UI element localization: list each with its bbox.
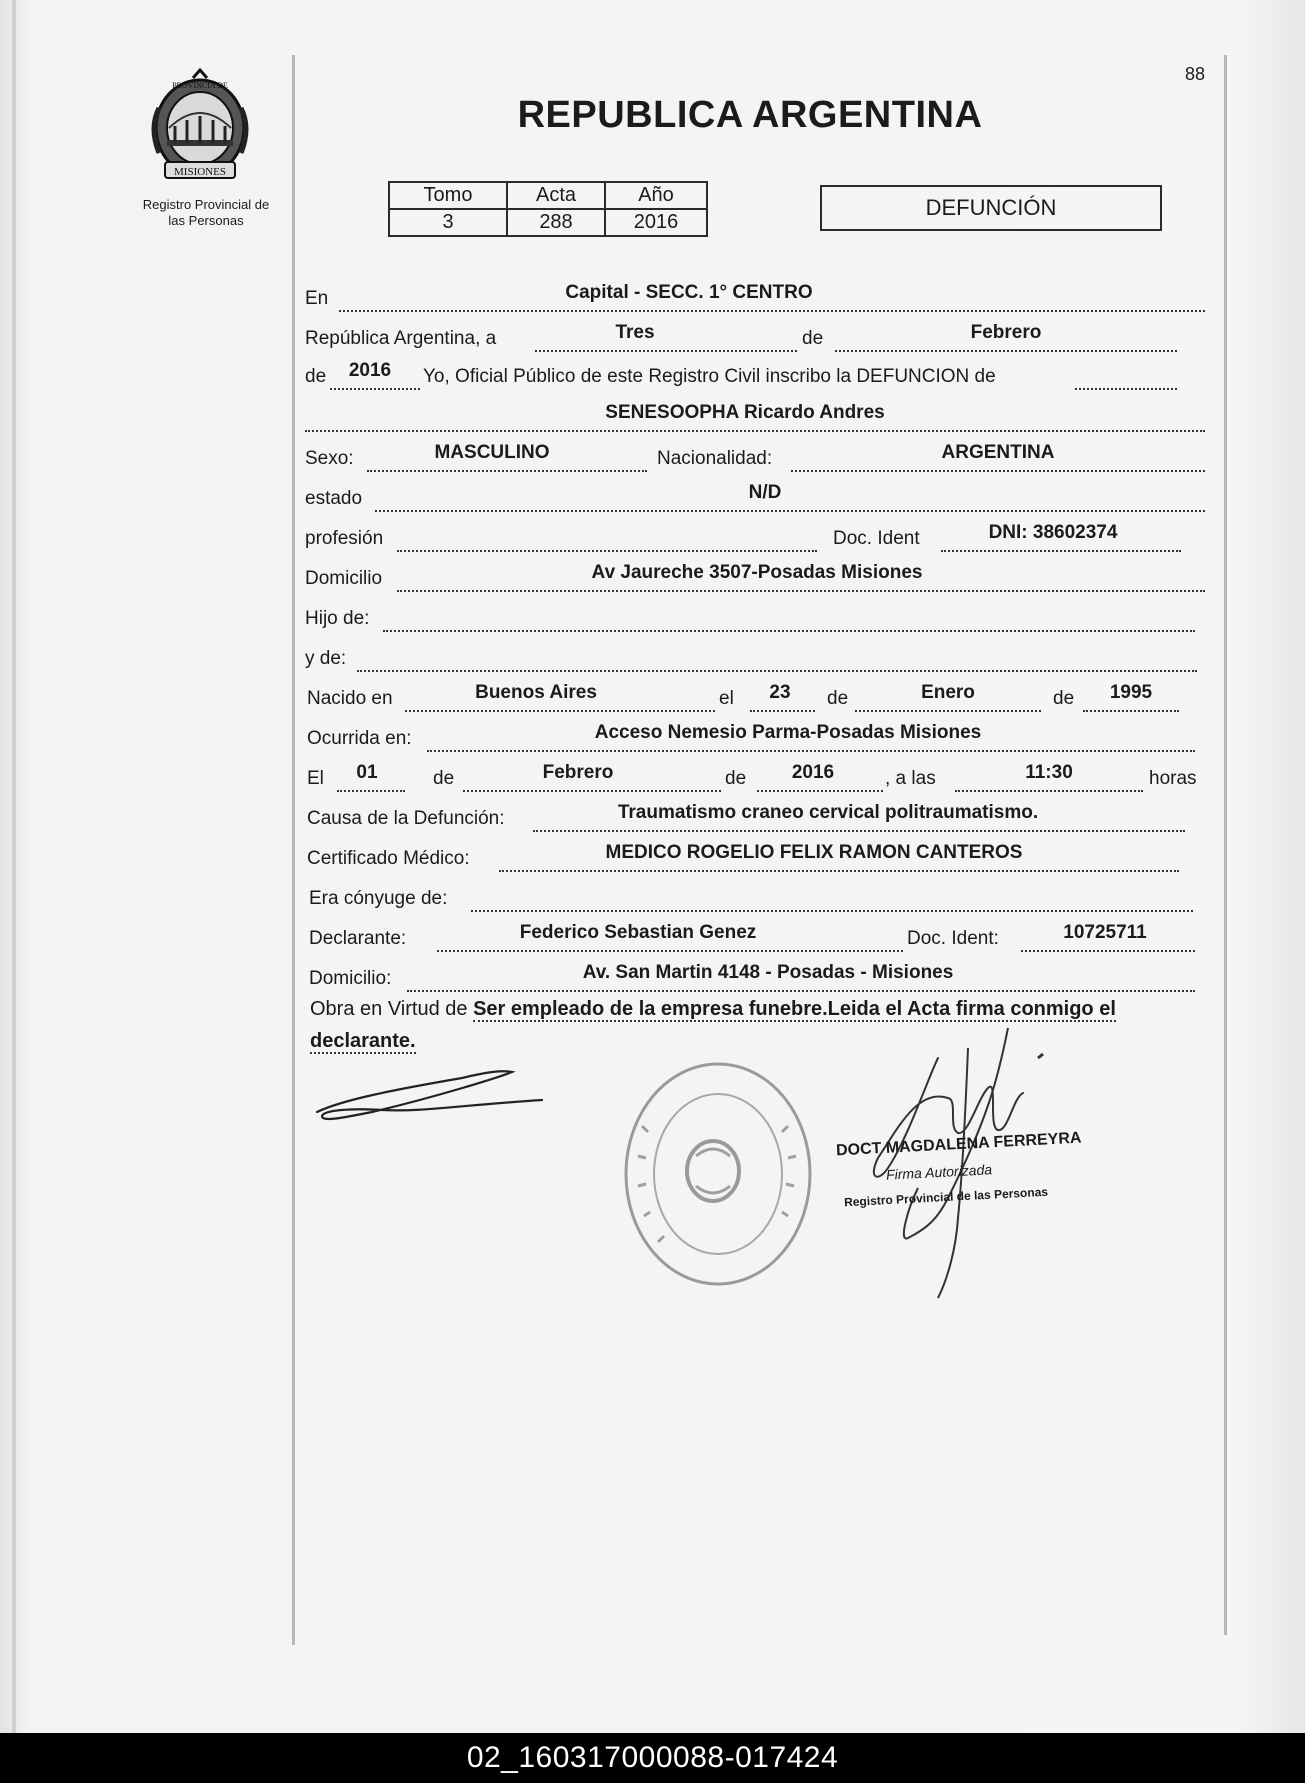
- conyuge-field: [471, 888, 1193, 912]
- profesion-label: profesión: [305, 528, 384, 549]
- estado-value: N/D: [748, 482, 782, 503]
- registry-label: Registro Provincial de las Personas: [142, 197, 270, 228]
- row-certificado: [305, 842, 1205, 872]
- declarante-label: Declarante:: [309, 928, 407, 949]
- sexo-label: Sexo:: [305, 448, 354, 469]
- row-declarante: [305, 922, 1205, 952]
- acta-value: 288: [507, 209, 605, 236]
- death-month-value: Febrero: [542, 762, 614, 783]
- svg-text:PROVINCIA DE: PROVINCIA DE: [172, 81, 228, 90]
- obra-label: Obra en Virtud de: [310, 998, 468, 1020]
- ano-header: Año: [605, 182, 707, 209]
- right-margin-line: [1224, 55, 1227, 1635]
- row-hijo: [305, 602, 1205, 632]
- birthplace-value: Buenos Aires: [475, 682, 597, 703]
- ocurrida-value: Acceso Nemesio Parma-Posadas Misiones: [594, 722, 982, 743]
- row-place: [305, 282, 1205, 312]
- oficial-text: Yo, Oficial Público de este Registro Civil inscribo la DEFUNCION de: [423, 366, 996, 387]
- row-oficial: [305, 360, 1205, 390]
- domicilio-value: Av Jaureche 3507-Posadas Misiones: [591, 562, 923, 583]
- hijo-field: [383, 608, 1195, 632]
- causa-value: Traumatismo craneo cervical politraumatismo.: [617, 802, 1039, 823]
- acta-header: Acta: [507, 182, 605, 209]
- row-name: [305, 402, 1205, 432]
- sexo-value: MASCULINO: [434, 442, 550, 463]
- page-edge: [12, 0, 16, 1733]
- misiones-coat-of-arms-logo: [145, 68, 255, 186]
- tomo-value: 3: [389, 209, 507, 236]
- year-value: 2016: [348, 360, 392, 381]
- birth-day-value: 23: [769, 682, 791, 703]
- official-role-stamp: Firma Autorizada: [885, 1161, 993, 1183]
- decl-domicilio-value: Av. San Martin 4148 - Posadas - Misiones: [582, 962, 954, 983]
- horas-label: horas: [1149, 768, 1197, 789]
- record-table: [388, 181, 708, 237]
- row-estado: [305, 482, 1205, 512]
- causa-label: Causa de la Defunción:: [307, 808, 505, 829]
- row-ocurrida: [305, 722, 1205, 752]
- de-label-5: de: [433, 768, 455, 789]
- ocurrida-label: Ocurrida en:: [307, 728, 412, 749]
- hijo-label: Hijo de:: [305, 608, 370, 629]
- record-value-row: [389, 209, 707, 236]
- de-label-6: de: [725, 768, 747, 789]
- nacionalidad-value: ARGENTINA: [941, 442, 1055, 463]
- El-label: El: [307, 768, 324, 789]
- month-value: Febrero: [970, 322, 1042, 343]
- certificado-label: Certificado Médico:: [307, 848, 470, 869]
- official-seal-stamp: [618, 1056, 818, 1292]
- estado-label: estado: [305, 488, 363, 509]
- nacionalidad-label: Nacionalidad:: [657, 448, 773, 469]
- official-signature: [838, 1018, 1068, 1302]
- tomo-header: Tomo: [389, 182, 507, 209]
- de-label-2: de: [305, 366, 327, 387]
- decl-doc-value: 10725711: [1063, 922, 1147, 943]
- en-label: En: [305, 288, 329, 309]
- certificado-value: MEDICO ROGELIO FELIX RAMON CANTEROS: [605, 842, 1023, 863]
- left-margin-line: [292, 55, 295, 1645]
- nacido-label: Nacido en: [307, 688, 393, 709]
- row-sex-nationality: [305, 442, 1205, 472]
- yde-field: [357, 648, 1197, 672]
- official-name-stamp: DOCT MAGDALENA FERREYRA: [835, 1129, 1082, 1160]
- death-time-value: 11:30: [1025, 762, 1073, 783]
- republica-label: República Argentina, a: [305, 328, 497, 349]
- row-date: [305, 322, 1205, 352]
- row-domicilio: [305, 562, 1205, 592]
- svg-text:MISIONES: MISIONES: [174, 166, 226, 178]
- birth-year-value: 1995: [1109, 682, 1153, 703]
- record-type-box: DEFUNCIÓN: [820, 185, 1162, 231]
- conyuge-label: Era cónyuge de:: [309, 888, 448, 909]
- alas-label: , a las: [885, 768, 936, 789]
- row-decl-domicilio: [305, 962, 1205, 992]
- de-label-4: de: [1053, 688, 1075, 709]
- ano-value: 2016: [605, 209, 707, 236]
- row-conyuge: [305, 882, 1205, 912]
- row-yde: [305, 642, 1205, 672]
- profesion-field: [397, 528, 817, 552]
- el-label: el: [719, 688, 734, 709]
- official-org-stamp: Registro Provincial de las Personas: [843, 1184, 1049, 1210]
- death-day-value: 01: [356, 762, 378, 783]
- death-year-value: 2016: [791, 762, 835, 783]
- page-title: REPUBLICA ARGENTINA: [517, 94, 983, 136]
- decl-doc-label: Doc. Ident:: [907, 928, 999, 949]
- row-death-date: [305, 762, 1205, 792]
- doc-ident-label: Doc. Ident: [833, 528, 920, 549]
- oficial-trail-field: [1075, 366, 1177, 390]
- declarante-value: Federico Sebastian Genez: [519, 922, 757, 943]
- row-profesion-doc: [305, 522, 1205, 552]
- yde-label: y de:: [305, 648, 347, 669]
- page-number: 88: [1184, 64, 1205, 84]
- de-label-3: de: [827, 688, 849, 709]
- decl-domicilio-label: Domicilio:: [309, 968, 392, 989]
- place-value: Capital - SECC. 1° CENTRO: [565, 282, 813, 303]
- row-causa: [305, 802, 1205, 832]
- deceased-name-value: SENESOOPHA Ricardo Andres: [605, 402, 885, 423]
- declarant-signature: [312, 1060, 552, 1138]
- footer-id-bar: 02_160317000088-017424: [0, 1733, 1305, 1783]
- doc-ident-value: DNI: 38602374: [988, 522, 1118, 543]
- record-header-row: [389, 182, 707, 209]
- birth-month-value: Enero: [921, 682, 975, 703]
- domicilio-label: Domicilio: [305, 568, 383, 589]
- obra-value: Ser empleado de la empresa funebre.Leida el Acta firma conmigo el declarante.: [310, 998, 1116, 1052]
- obra-paragraph: [310, 993, 1212, 1057]
- de-label-1: de: [802, 328, 824, 349]
- row-birth: [305, 682, 1205, 712]
- day-value: Tres: [615, 322, 655, 343]
